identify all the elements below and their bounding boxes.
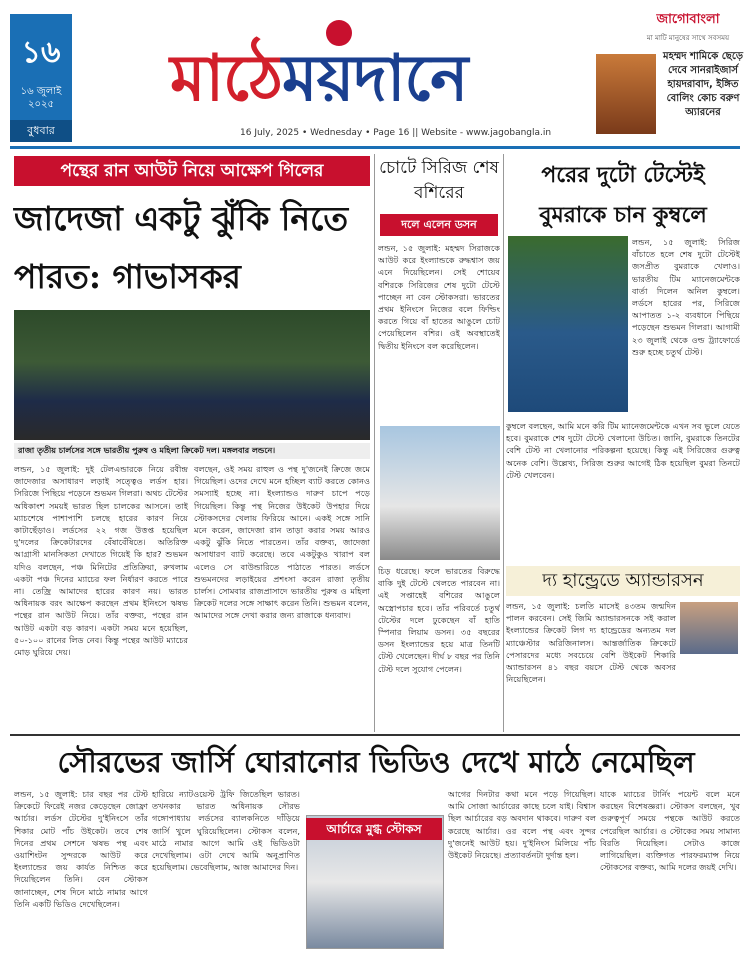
mid-photo (380, 426, 500, 560)
bottom-inset-banner: আর্চারে মুগ্ধ স্টোকস (306, 818, 442, 840)
date-box (10, 14, 72, 142)
issue-weekday: বুধবার (10, 120, 72, 142)
anderson-body: লন্ডন, ১৫ জুলাই: চলতি মাসেই ৪৩তম জন্মদিন পালন করবেন। সেই জিমি অ্যান্ডারসনকে সই করাল ইংল্যান্ডের ক্রিকেট লিগ দ্য হান্ড্রেডের অন্যতম দল ম্যাঞ্চেস্টার অরিজিনালস। আন্তর্জাতিক ক্রিকেটে পেসারদের মধ্যে সবচেয়ে বেশি উইকেট শিকারি অ্যান্ডারসন ৪১ বছর বয়সে টেস্ট থেকে অবসর নিয়েছিলেন। (506, 601, 676, 685)
bottom-body-col2: হারিয়ে ন্যাটওয়েস্ট ট্রফি জিতেছিল ভারত। তখনকার ভারত অধিনায়ক সৌরভ গঙ্গোপাধ্যায় লর্ডসের ব্যালকনিতে দাঁড়িয়ে জার্সি খুলে ঘুরিয়েছিলেন। স্টোকস বলেন, মাঠে নামার আগে আমি ওই ভিডিওটা দেখেছিলাম। ওটা দেখে আমি অনুপ্রাণিত হয়েছিলাম। ভেবেছিলাম, আজ আমাদের দিন। (152, 789, 300, 873)
brand-tagline: মা মাটি মানুষের সাথে সবসময় (646, 34, 730, 42)
masthead-title-red: মাঠে (170, 41, 283, 116)
page-number: ১৬ (21, 35, 61, 70)
column-divider (374, 154, 375, 732)
lead-banner: পন্থের রান আউট নিয়ে আক্ষেপ গিলের (14, 156, 370, 186)
lead-headline: জাদেজা একটু ঝুঁকি নিতে পারত: গাভাসকর (14, 199, 349, 296)
teaser-photo (596, 54, 656, 134)
right-body-bottom: কুম্বলে বলছেন, আমি মনে করি টিম ম্যানেজমেন্টকে এখন সব ভুলে যেতে হবে। বুমরাকে শেষ দুটো টেস্টে খেলানো উচিত। জানি, বুমরাকে তিনটের বেশি টেস্ট না খেলানোর পরিকল্পনা হয়েছে। কিন্তু এই সিরিজের গুরুত্ব অনেক বেশি। উল্লেখ্য, সিরিজ শুরুর আগেই ঠিক হয়েছিল বুমরা তিনটে টেস্ট খেলবেন। (506, 421, 740, 480)
issue-date: ১৬ জুলাই ২০২৫ (20, 86, 62, 110)
anderson-headline: দ্য হান্ড্রেডে অ্যান্ডারসন (506, 566, 740, 596)
lead-photo (14, 310, 370, 440)
bottom-body-col4: যাকে ম্যাচের টার্নিং পয়েন্ট বলে মনে করছেন বিশেষজ্ঞরা। স্টোকস বলছেন, খুব গুরুত্বপূর্ণ সময়ে পন্থকে আউট করতে পেরেছিল আর্চার। ও স্টোকের সময় সামান্য বিরতি দিয়েছিল। সেটাও কাজে লাগিয়েছিল। ব্যক্তিগত পারফরম্যান্স নিয়ে স্টোকসের বক্তব্য, আমি দলের জয়ই দেখি। (600, 789, 740, 873)
mid-body-bottom: চিড় ধরেছে। ফলে ভারতের বিরুদ্ধে বাকি দুই টেস্টে খেলতে পারবেন না। এই সপ্তাহেই বশিরের আঙুলে অস্ত্রোপচার হবে। তাঁর পরিবর্তে চতুর্থ টেস্টের দলে ঢুকেছেন বাঁ হাতি স্পিনার লিয়াম ডসন। ৩৫ বছরের ডসন ইংল্যান্ডের হয়ে মাত্র তিনটি টেস্ট খেলেছেন। দীর্ঘ ৮ বছর পর তিনি টেস্ট দলে সুযোগ পেলেন। (378, 566, 500, 674)
masthead-title-blue: ময়দানে (282, 41, 468, 116)
mid-body-top: লন্ডন, ১৫ জুলাই: মহম্মদ সিরাজকে আউট করে ইংল্যান্ডকে রুদ্ধশ্বাস জয় এনে দিয়েছিলেন। সেই শোয়েব বশিরকে সিরিজের শেষ দুটো টেস্টে পাচ্ছেন না বেন স্টোকসরা। ভারতের প্রথম ইনিংসে নিজের বলে ফিল্ডিং করতে গিয়ে বাঁ হাতের আঙুলে চোট পেয়েছিলেন বশির। ওই অবস্থাতেই দ্বিতীয় ইনিংসে বল করেছিলেন। (378, 243, 500, 351)
anderson-photo (680, 602, 738, 654)
brand-logo: জাগোবাংলা (656, 12, 720, 27)
mid-banner: দলে এলেন ডসন (380, 214, 498, 236)
top-divider (10, 146, 740, 149)
right-body-side: লন্ডন, ১৫ জুলাই: সিরিজ বাঁচাতে হলে শেষ দুটো টেস্টেই জসপ্রীত বুমরাকে খেলাও। ভারতীয় টিম ম্যানেজমেন্টকে বার্তা দিলেন অনিল কুম্বলে। লর্ডসে হারের পর, সিরিজে আপাতত ১-২ ব্যবধানে পিছিয়ে পড়েছেন শুভমন গিলরা। আগামী ২৩ জুলাই থেকে ওল্ড ট্র্যাফোর্ডে শুরু হচ্ছে চতুর্থ টেস্ট। (632, 237, 740, 357)
teaser-text: মহম্মদ শামিকে ছেড়ে দেবে সানরাইজার্স হায়দরাবাদ, ইঙ্গিত বোলিং কোচ বরুণ অ্যারনের (663, 51, 743, 118)
column-divider (503, 154, 504, 732)
bottom-divider (10, 734, 740, 736)
lead-body-col2: বলছেন, ওই সময় রাহুল ও পন্থ দু'জনেই ক্রিজে জমে গিয়েছিল। ওদের দেখে মনে হচ্ছিল ব্যাট করতে কোনও সমস্যাই হচ্ছে না। ইংল্যান্ডও দারুণ চাপে পড়ে গিয়েছিল। কিন্তু পন্থ নিজের উইকেট উপহার দিয়ে স্টোকসদের খেলায় ফিরিয়ে আনে। একই সঙ্গে সানি মনে করেন, জাদেজা রান তাড়া করার সময় আরও একটু ঝুঁকি নিতে পারতেন। তাঁর বক্তব্য, জাদেজা অসাধারণ ব্যাট করেছে। তবে একটুকুও খারাপ বল এলেও সে বাউন্ডারিতে পাঠাতে পারত। লর্ডসে শুভমনদের লড়াইয়ের প্রশংসা করেন রাজা তৃতীয় চার্লস। সোমবার রাজপ্রাসাদে ভারতীয় পুরুষ ও মহিলা ক্রিকেট দলের সঙ্গে সাক্ষাৎ করেন তিনি। শুভমন বলেন, আমাদের সঙ্গে দেখা করার জন্য রাজাকে ধন্যবাদ। (194, 464, 370, 621)
bottom-headline: সৌরভের জার্সি ঘোরানোর ভিডিও দেখে মাঠে নেমেছিল (57, 745, 695, 779)
bottom-body-col1: লন্ডন, ১৫ জুলাই: চার বছর পর টেস্ট ক্রিকেটে ফিরেই নজর কেড়েছেন জোফ্রা আর্চার। লর্ডস টেস্টের দু'ইনিংসে তাঁর শিকার মোট পাঁচ উইকেট। তবে শেষ দিনের প্রথম সেশনে ঋষভ পন্থ এবং ওয়াশিংটন সুন্দরকে আউট করে ইংল্যান্ডের জয় কার্যত নিশ্চিত করে দিয়েছিলেন তিনি। বেন স্টোকস জানাচ্ছেন, শেষ দিনে মাঠে নামার আগে তিনি একটি ভিডিও দেখেছিলেন। (14, 789, 148, 909)
dateline: 16 July, 2025 • Wednesday • Page 16 || Website - www.jagobangla.in (240, 128, 552, 138)
right-photo (508, 236, 628, 412)
bottom-body-col3: আগের দিনটার কথা মনে পড়ে গিয়েছিল। আমি সোজা আর্চারের কাছে চলে যাই। বিশ্বাস ছিল আর্চারের বড় অবদান থাকবে। দারুণ বল করেছে আর্চার। ওর বলে পন্থ এবং সুন্দর দু'জনেই আউট হয়। দু'ইনিংস মিলিয়ে পাঁচ উইকেট নিয়েছে। প্রত্যাবর্তনটা দুর্দান্ত হল। (448, 789, 596, 861)
mid-headline: চোটে সিরিজ শেষ বশিরের (379, 158, 499, 203)
lead-photo-caption: রাজা তৃতীয় চার্লসের সঙ্গে ভারতীয় পুরুষ ও মহিলা ক্রিকেট দল। মঙ্গলবার লন্ডনে। (14, 443, 370, 459)
masthead (160, 20, 550, 116)
right-headline: পরের দুটো টেস্টেই বুমরাকে চান কুম্বলে (539, 163, 707, 228)
lead-body-col1: লন্ডন, ১৫ জুলাই: দুই টেলএন্ডারকে নিয়ে রবীন্দ্র জাদেজার অসাধারণ লড়াই সত্ত্বেও লর্ডস হার। সিরিজে পিছিয়ে পড়েনে শুভমন গিলরা। অথচ টেস্টের অধিকাংশ সময়ই ভারত ছিল চালকের আসনে। তাই ম্যাচশেষে পাশাপাশি চলছে হারের কারণ নিয়ে কাটাছেঁড়াও। লর্ডসের ২২ গজ উত্তপ্ত হয়েছিল দু'দলের ক্রিকেটারদের বেঁষাবেঁষিতে। অতিরিক্ত আগ্রাসী মানসিকতা দেখাতে গিয়েই কি হার? শুভমন যদিও বলছেন, পঞ্চ মিনিটের প্রতিক্রিয়া, রুখলাম একটা পঞ্চ দিনের ম্যাচের ফল নির্ধারণ করতে পারে না। তেজ্রি আমাদের হারের কারণ নয়। ভারত অধিনায়ক বরং আক্ষেপ করছেন প্রথম ইনিংসে ঋষভ পন্থের রান আউট নিয়ে। তাঁর বক্তব্য, পন্থের রান আউট একটা বড় কারণ। একটা সময় মনে হয়েছিল, ৫০-১০০ রানের লিড নেব। কিন্তু পন্থের আউট ম্যাচের মোড় ঘুরিয়ে দেয়। (14, 464, 188, 658)
masthead-title (170, 30, 467, 137)
